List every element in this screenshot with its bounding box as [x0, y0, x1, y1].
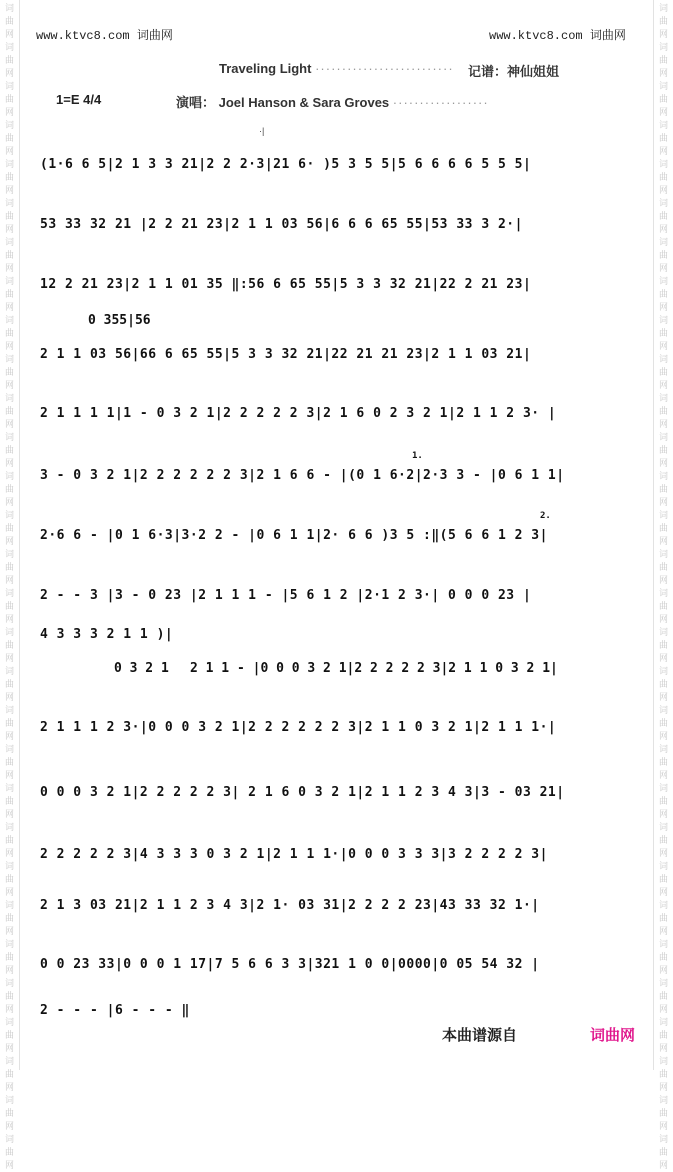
watermark-glyph: 网 — [658, 381, 668, 391]
watermark-glyph: 词 — [4, 238, 14, 248]
watermark-glyph: 曲 — [658, 485, 668, 495]
watermark-glyph: 网 — [658, 420, 668, 430]
watermark-glyph: 词 — [658, 784, 668, 794]
watermark-glyph: 网 — [4, 849, 14, 859]
transcriber-credit: 记谱：神仙姐姐 — [468, 64, 560, 79]
watermark-glyph: 词 — [4, 82, 14, 92]
score-line-9: 4 3 3 3 2 1 1 )| — [40, 627, 174, 642]
watermark-glyph: 网 — [658, 69, 668, 79]
watermark-glyph: 网 — [658, 693, 668, 703]
watermark-glyph: 网 — [4, 303, 14, 313]
watermark-glyph: 网 — [4, 264, 14, 274]
watermark-glyph: 曲 — [658, 719, 668, 729]
watermark-glyph: 曲 — [658, 563, 668, 573]
score-line-14: 2 1 3 03 21|2 1 1 2 3 4 3|2 1· 03 31|2 2 2 2 23|43 33 32 1·| — [40, 898, 540, 913]
watermark-glyph: 曲 — [658, 1109, 668, 1119]
watermark-glyph: 曲 — [4, 914, 14, 924]
watermark-glyph: 曲 — [4, 95, 14, 105]
watermark-glyph: 网 — [658, 966, 668, 976]
watermark-glyph: 词 — [4, 589, 14, 599]
watermark-glyph: 网 — [658, 1122, 668, 1132]
watermark-glyph: 曲 — [658, 758, 668, 768]
watermark-glyph: 词 — [4, 667, 14, 677]
watermark-glyph: 曲 — [4, 524, 14, 534]
watermark-glyph: 词 — [4, 706, 14, 716]
watermark-glyph: 曲 — [4, 368, 14, 378]
singer-credit: 演唱： Joel Hanson & Sara Groves ·················· — [176, 95, 489, 110]
watermark-glyph: 曲 — [4, 212, 14, 222]
score-line-13: 2 2 2 2 2 3|4 3 3 3 0 3 2 1|2 1 1 1·|0 0 0 3 3 3|3 2 2 2 2 3| — [40, 847, 548, 862]
watermark-glyph: 词 — [4, 1096, 14, 1106]
watermark-glyph: 网 — [658, 1083, 668, 1093]
watermark-glyph: 曲 — [658, 1031, 668, 1041]
watermark-glyph: 词 — [658, 160, 668, 170]
watermark-glyph: 曲 — [4, 1031, 14, 1041]
watermark-glyph: 词 — [4, 940, 14, 950]
watermark-glyph: 网 — [658, 264, 668, 274]
watermark-glyph: 词 — [4, 199, 14, 209]
watermark-glyph: 曲 — [4, 797, 14, 807]
watermark-glyph: 曲 — [658, 251, 668, 261]
watermark-glyph: 曲 — [4, 17, 14, 27]
watermark-glyph: 网 — [658, 576, 668, 586]
score-line-5: 2 1 1 1 1|1 - 0 3 2 1|2 2 2 2 2 3|2 1 6 0 2 3 2 1|2 1 1 2 3· | — [40, 406, 557, 421]
watermark-glyph: 网 — [658, 186, 668, 196]
watermark-glyph: 网 — [658, 30, 668, 40]
watermark-glyph: 曲 — [658, 992, 668, 1002]
score-line-2: 53 33 32 21 |2 2 21 23|2 1 1 03 56|6 6 6 65 55|53 33 3 2·| — [40, 217, 523, 232]
score-line-7: 2·6 6 - |0 1 6·3|3·2 2 - |0 6 1 1|2· 6 6 )3 5 :‖(5 6 6 1 2 3| — [40, 528, 548, 543]
watermark-glyph: 曲 — [4, 953, 14, 963]
watermark-glyph: 网 — [4, 771, 14, 781]
watermark-glyph: 网 — [4, 498, 14, 508]
watermark-glyph: 网 — [658, 1161, 668, 1171]
watermark-glyph: 网 — [4, 342, 14, 352]
watermark-glyph: 曲 — [4, 251, 14, 261]
watermark-glyph: 网 — [4, 732, 14, 742]
site-url-right[interactable]: www.ktvc8.com 词曲网 — [489, 29, 626, 43]
score-line-4: 2 1 1 03 56|66 6 65 55|5 3 3 32 21|22 21 21 23|2 1 1 03 21| — [40, 347, 532, 362]
watermark-glyph: 曲 — [4, 134, 14, 144]
watermark-glyph: 词 — [658, 511, 668, 521]
watermark-glyph: 词 — [658, 43, 668, 53]
watermark-glyph: 曲 — [4, 563, 14, 573]
watermark-glyph: 网 — [4, 537, 14, 547]
watermark-glyph: 词 — [4, 511, 14, 521]
watermark-glyph: 词 — [4, 979, 14, 989]
watermark-glyph: 网 — [4, 459, 14, 469]
watermark-glyph: 网 — [658, 771, 668, 781]
watermark-glyph: 词 — [658, 667, 668, 677]
watermark-glyph: 词 — [658, 1135, 668, 1145]
watermark-glyph: 曲 — [658, 290, 668, 300]
watermark-glyph: 曲 — [658, 134, 668, 144]
key-signature: 1=E 4/4 — [56, 92, 102, 107]
watermark-glyph: 网 — [658, 303, 668, 313]
score-line-8: 2 - - 3 |3 - 0 23 |2 1 1 1 - |5 6 1 2 |2·1 2 3·| 0 0 0 23 | — [40, 588, 532, 603]
score-line-1: (1·6 6 5|2 1 3 3 21|2 2 2·3|21 6· )5 3 5 5|5 6 6 6 6 5 5 5| — [40, 157, 532, 172]
watermark-glyph: 词 — [658, 979, 668, 989]
watermark-glyph: 词 — [658, 862, 668, 872]
site-logo[interactable]: 词曲网 — [590, 1027, 636, 1044]
watermark-glyph: 词 — [4, 550, 14, 560]
watermark-glyph: 曲 — [4, 446, 14, 456]
watermark-glyph: 词 — [4, 823, 14, 833]
watermark-glyph: 网 — [4, 69, 14, 79]
watermark-glyph: 网 — [658, 654, 668, 664]
watermark-glyph: 词 — [4, 1135, 14, 1145]
watermark-glyph: 网 — [4, 888, 14, 898]
watermark-glyph: 曲 — [658, 836, 668, 846]
watermark-glyph: 网 — [658, 1005, 668, 1015]
watermark-glyph: 曲 — [4, 1148, 14, 1158]
watermark-glyph: 词 — [658, 4, 668, 14]
score-line-16: 2 - - - |6 - - - ‖ — [40, 1003, 190, 1018]
watermark-glyph: 曲 — [658, 524, 668, 534]
watermark-glyph: 网 — [4, 810, 14, 820]
watermark-glyph: 词 — [658, 823, 668, 833]
watermark-glyph: 网 — [658, 342, 668, 352]
site-url-left[interactable]: www.ktvc8.com 词曲网 — [36, 29, 173, 43]
watermark-glyph: 曲 — [658, 641, 668, 651]
watermark-glyph: 曲 — [658, 17, 668, 27]
watermark-glyph: 网 — [4, 420, 14, 430]
score-line-10: 2 1 1 - |0 0 0 3 2 1|2 2 2 2 2 3|2 1 1 0 3 2 1| — [190, 661, 558, 676]
watermark-glyph: 曲 — [4, 173, 14, 183]
watermark-glyph: 曲 — [658, 95, 668, 105]
watermark-glyph: 词 — [4, 1057, 14, 1067]
watermark-glyph: 网 — [658, 849, 668, 859]
watermark-glyph: 词 — [658, 82, 668, 92]
watermark-glyph: 网 — [658, 108, 668, 118]
watermark-glyph: 曲 — [658, 953, 668, 963]
score-line-3: 12 2 21 23|2 1 1 01 35 ‖:56 6 65 55|5 3 3 32 21|22 2 21 23| — [40, 277, 532, 292]
watermark-glyph: 网 — [658, 927, 668, 937]
watermark-glyph: 网 — [4, 225, 14, 235]
watermark-glyph: 词 — [4, 433, 14, 443]
watermark-glyph: 网 — [658, 498, 668, 508]
score-pickup-upper: 0 355|56 — [88, 313, 151, 328]
watermark-glyph: 词 — [658, 355, 668, 365]
watermark-glyph: 词 — [4, 745, 14, 755]
watermark-glyph: 网 — [658, 147, 668, 157]
watermark-glyph: 曲 — [658, 368, 668, 378]
watermark-glyph: 曲 — [658, 407, 668, 417]
watermark-glyph: 曲 — [4, 329, 14, 339]
watermark-glyph: 词 — [658, 433, 668, 443]
watermark-glyph: 网 — [4, 186, 14, 196]
watermark-glyph: 网 — [4, 1161, 14, 1171]
watermark-glyph: 曲 — [4, 992, 14, 1002]
watermark-glyph: 曲 — [658, 797, 668, 807]
watermark-glyph: 曲 — [4, 1070, 14, 1080]
watermark-glyph: 词 — [658, 589, 668, 599]
watermark-glyph: 网 — [658, 810, 668, 820]
watermark-glyph: 曲 — [658, 173, 668, 183]
watermark-glyph: 词 — [4, 862, 14, 872]
watermark-glyph: 曲 — [658, 446, 668, 456]
watermark-glyph: 词 — [4, 901, 14, 911]
watermark-glyph: 词 — [4, 784, 14, 794]
volta-2: 2. — [540, 511, 551, 521]
text-cursor-mark: ·| — [259, 126, 265, 136]
watermark-glyph: 词 — [658, 472, 668, 482]
watermark-glyph: 网 — [658, 732, 668, 742]
watermark-glyph: 词 — [658, 394, 668, 404]
watermark-glyph: 词 — [658, 1057, 668, 1067]
watermark-glyph: 曲 — [658, 1148, 668, 1158]
watermark-glyph: 曲 — [4, 290, 14, 300]
watermark-glyph: 词 — [658, 550, 668, 560]
score-line-12: 0 0 0 3 2 1|2 2 2 2 2 3| 2 1 6 0 3 2 1|2 1 1 2 3 4 3|3 - 03 21| — [40, 785, 565, 800]
watermark-glyph: 网 — [4, 381, 14, 391]
watermark-glyph: 曲 — [658, 212, 668, 222]
watermark-glyph: 网 — [4, 927, 14, 937]
song-title: Traveling Light ·························· — [219, 61, 454, 76]
watermark-glyph: 曲 — [4, 1109, 14, 1119]
watermark-glyph: 网 — [4, 147, 14, 157]
watermark-glyph: 网 — [4, 1122, 14, 1132]
watermark-glyph: 词 — [658, 238, 668, 248]
watermark-glyph: 网 — [4, 1083, 14, 1093]
watermark-glyph: 词 — [4, 4, 14, 14]
watermark-glyph: 词 — [658, 277, 668, 287]
watermark-glyph: 词 — [4, 628, 14, 638]
watermark-glyph: 曲 — [658, 875, 668, 885]
watermark-glyph: 曲 — [4, 758, 14, 768]
watermark-glyph: 曲 — [4, 719, 14, 729]
watermark-glyph: 曲 — [4, 485, 14, 495]
watermark-glyph: 网 — [4, 654, 14, 664]
watermark-glyph: 词 — [658, 1018, 668, 1028]
watermark-glyph: 曲 — [4, 836, 14, 846]
watermark-glyph: 词 — [658, 316, 668, 326]
watermark-glyph: 词 — [4, 277, 14, 287]
watermark-glyph: 网 — [658, 459, 668, 469]
score-pickup-lower: 0 3 2 1 — [114, 661, 169, 676]
watermark-glyph: 词 — [4, 472, 14, 482]
watermark-glyph: 曲 — [4, 407, 14, 417]
watermark-glyph: 网 — [4, 30, 14, 40]
watermark-glyph: 网 — [4, 615, 14, 625]
watermark-glyph: 网 — [4, 108, 14, 118]
score-line-6: 3 - 0 3 2 1|2 2 2 2 2 2 3|2 1 6 6 - |(0 1 6·2|2·3 3 - |0 6 1 1| — [40, 468, 565, 483]
score-line-11: 2 1 1 1 2 3·|0 0 0 3 2 1|2 2 2 2 2 2 3|2 1 1 0 3 2 1|2 1 1 1·| — [40, 720, 557, 735]
singer-label: 演唱： — [176, 95, 216, 110]
watermark-glyph: 曲 — [4, 56, 14, 66]
singer-names: Joel Hanson & Sara Groves — [218, 95, 390, 110]
score-line-15: 0 0 23 33|0 0 0 1 17|7 5 6 6 3 3|321 1 0 0|0000|0 05 54 32 | — [40, 957, 540, 972]
song-title-text: Traveling Light — [219, 61, 312, 76]
watermark-glyph: 词 — [658, 1096, 668, 1106]
watermark-glyph: 词 — [4, 121, 14, 131]
watermark-glyph: 曲 — [658, 602, 668, 612]
watermark-glyph: 词 — [658, 706, 668, 716]
watermark-glyph: 曲 — [4, 875, 14, 885]
watermark-glyph: 曲 — [658, 56, 668, 66]
watermark-glyph: 网 — [658, 615, 668, 625]
right-watermark-strip — [653, 0, 673, 1171]
watermark-glyph: 网 — [658, 537, 668, 547]
watermark-glyph: 网 — [4, 1005, 14, 1015]
watermark-glyph: 词 — [658, 628, 668, 638]
watermark-glyph: 曲 — [4, 641, 14, 651]
volta-1: 1. — [412, 451, 423, 461]
watermark-glyph: 曲 — [658, 914, 668, 924]
watermark-glyph: 曲 — [4, 602, 14, 612]
left-watermark-strip — [0, 0, 20, 1171]
watermark-glyph: 网 — [4, 693, 14, 703]
watermark-glyph: 网 — [4, 576, 14, 586]
watermark-glyph: 网 — [4, 966, 14, 976]
watermark-glyph: 网 — [658, 888, 668, 898]
watermark-glyph: 词 — [658, 745, 668, 755]
watermark-glyph: 词 — [4, 1018, 14, 1028]
watermark-glyph: 词 — [658, 901, 668, 911]
watermark-glyph: 曲 — [658, 329, 668, 339]
watermark-glyph: 曲 — [658, 1070, 668, 1080]
watermark-glyph: 网 — [658, 225, 668, 235]
watermark-glyph: 词 — [658, 199, 668, 209]
watermark-glyph: 网 — [658, 1044, 668, 1054]
watermark-glyph: 词 — [4, 394, 14, 404]
watermark-glyph: 词 — [4, 355, 14, 365]
watermark-glyph: 网 — [4, 1044, 14, 1054]
source-label: 本曲谱源自 — [442, 1027, 518, 1044]
watermark-glyph: 曲 — [658, 680, 668, 690]
watermark-glyph: 词 — [658, 940, 668, 950]
watermark-glyph: 词 — [4, 43, 14, 53]
watermark-glyph: 词 — [4, 316, 14, 326]
watermark-glyph: 词 — [658, 121, 668, 131]
watermark-glyph: 曲 — [4, 680, 14, 690]
watermark-glyph: 词 — [4, 160, 14, 170]
